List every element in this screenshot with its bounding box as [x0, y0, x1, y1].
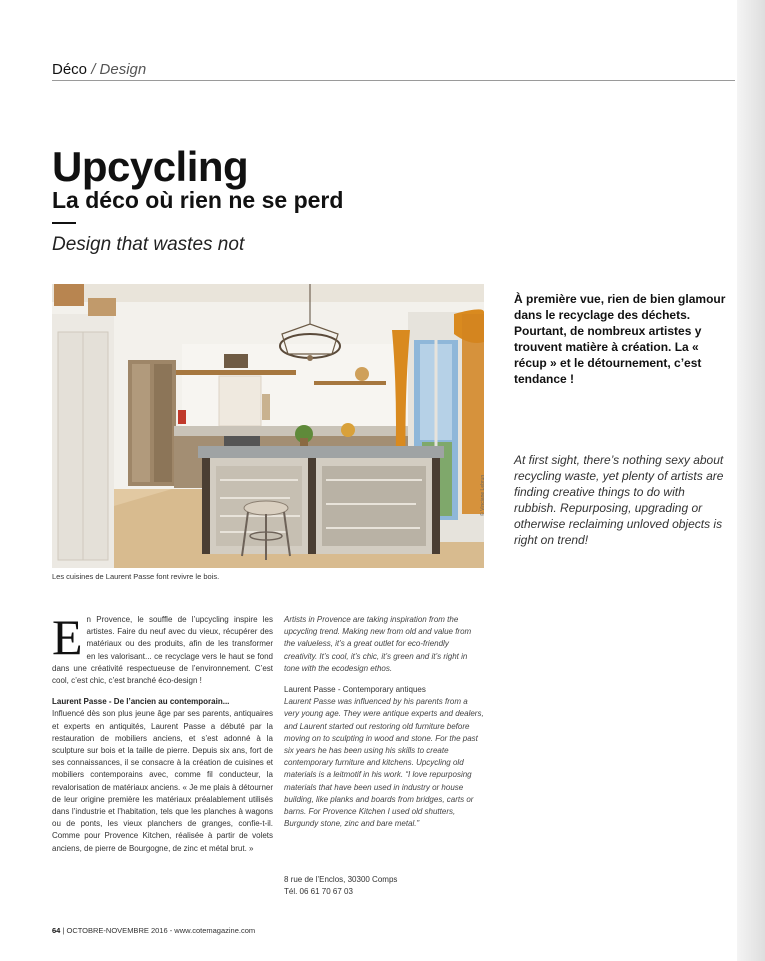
french-subheading: Laurent Passe - De l’ancien au contemporain... [52, 697, 230, 707]
section-label [52, 61, 146, 78]
photo-caption: Les cuisines de Laurent Passe font revivre le bois. [52, 572, 220, 581]
english-paragraph-2: Laurent Passe was influenced by his parents from a very young age. They were antique experts and dealers, and Laurent started out restoring old furniture before moving on to sculpting in wood and stone. For the past six years he has been using his skills to create contemporary furniture and kitchens. Upcycling old materials is a leitmotif in his work. “I love repurposing materials that have been used in industry or house building, like planks and boards from bridges, carts or barns. For Provence Kitchen I used old shutters, Burgundy stone, zinc and bare metal.” [284, 697, 484, 829]
section-name: Déco [52, 61, 88, 78]
section-separator: / [91, 61, 96, 78]
title-divider [52, 222, 76, 224]
kitchen-photo [52, 284, 484, 568]
page-number: 64 [52, 926, 61, 935]
intro-english: At first sight, there’s nothing sexy about recycling waste, yet plenty of artists are finding creative things to do with rubbish. Repurposing, upgrading or otherwise reclaiming unloved objects is right on trend! [514, 453, 724, 547]
intro-french: À première vue, rien de bien glamour dans le recyclage des déchets. Pourtant, de nombreux artistes y trouvent matière à création. La « récup » et le détournement, c’est tendance ! [514, 292, 726, 386]
article-title-english: Design that wastes not [52, 234, 245, 255]
footer-separator: | [62, 926, 65, 935]
contact-phone: Tél. 06 61 70 67 03 [284, 887, 353, 896]
subsection-name: Design [99, 61, 147, 78]
french-paragraph-1-text: n Provence, le souffle de l’upcycling inspire les artistes. Faire du neuf avec du vieux, récupérer des matériaux ou des produits, afin de les transformer en les valorisant... ce recyclage vers le haut se fond dans une créativité respectueuse de l’environnement. C’est cool, c’est chic, c’est branché éco-design ! [52, 615, 273, 686]
english-subheading: Laurent Passe - Contemporary antiques [284, 685, 426, 695]
kitchen-illustration [52, 284, 484, 568]
french-paragraph-1 [52, 609, 273, 687]
header-rule [52, 80, 735, 81]
article-title: Upcycling [52, 143, 249, 190]
footer-issue: OCTOBRE-NOVEMBRE 2016 - www.cotemagazine.com [66, 926, 256, 935]
page-edge-shadow [737, 0, 765, 961]
photo-credit: © Vinciane Lebrun [480, 474, 486, 516]
body-column-french [52, 609, 273, 864]
contact-address: 8 rue de l’Enclos, 30300 Comps [284, 875, 398, 884]
article-subtitle: La déco où rien ne se perd [52, 187, 344, 213]
body-column-english [284, 614, 484, 839]
contact-block [284, 874, 397, 898]
drop-cap: E [52, 609, 83, 665]
page-footer [52, 926, 255, 935]
english-paragraph-1: Artists in Provence are taking inspiration from the upcycling trend. Making new from old and value from the valueless, it’s a great outlet for eco-friendly creativity. It’s cool, it’s chic, it’s green and it’s right in tone with the ecodesign ethos. [284, 615, 472, 673]
french-paragraph-2: Influencé dès son plus jeune âge par ses parents, antiquaires et experts en antiquités, Laurent Passe a débuté par la restauration de mobiliers anciens, et s’est adonné à la sculpture sur bois et la taille de pierre. Depuis six ans, fort de ses connaissances, il se consacre à la création de cuisines et mobiliers contemporains avec, comme fil conducteur, la revalorisation de matériaux anciens. « Je me plais à détourner de leur origine première les matériaux préalablement utilisés dans l’industrie et l’habitation, tels que les planches à wagons ou de ponts, les vieux planchers de granges, confie-t-il. Comme pour Provence Kitchen, réalisée à partir de volets anciens, de pierre de Bourgogne, de zinc et métal brut. » [52, 709, 273, 853]
